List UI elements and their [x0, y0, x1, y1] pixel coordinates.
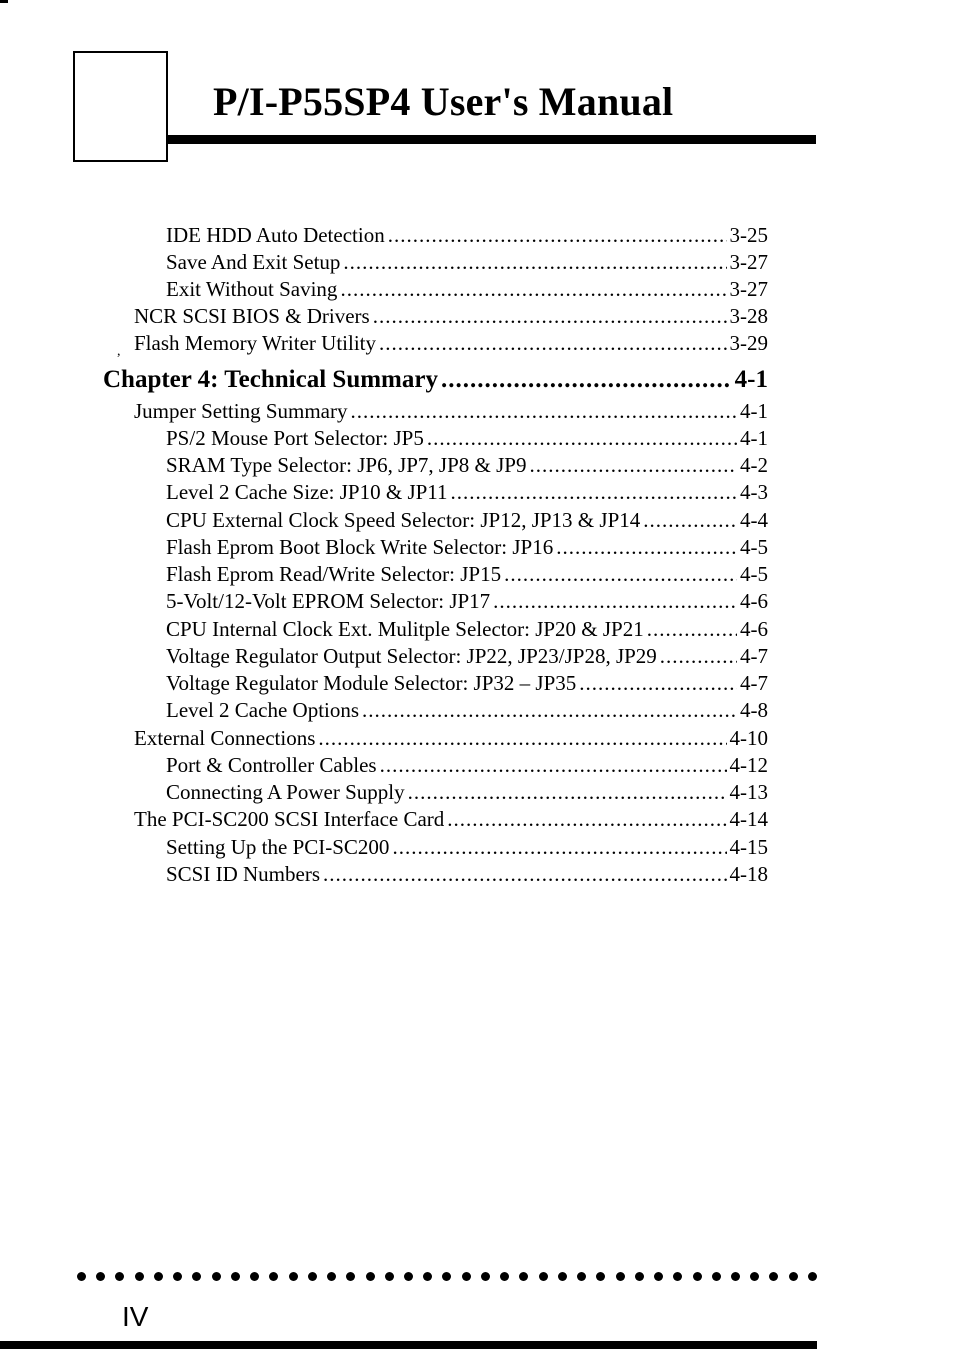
rule-dot: [154, 1272, 163, 1281]
rule-dot: [423, 1272, 432, 1281]
toc-entry-page: 3-29: [729, 331, 768, 355]
rule-dot: [308, 1272, 317, 1281]
rule-dot: [789, 1272, 798, 1281]
toc-leader-dots: [647, 616, 737, 643]
toc-entry: [166, 588, 768, 615]
rule-dot: [462, 1272, 471, 1281]
toc-entry: [166, 479, 768, 506]
rule-dot: [115, 1272, 124, 1281]
rule-dot: [77, 1272, 86, 1281]
toc-entry-page: 4-2: [740, 453, 768, 477]
rule-dot: [693, 1272, 702, 1281]
toc-entry: [166, 452, 768, 479]
toc-leader-dots: [441, 364, 732, 396]
toc-entry-label: The PCI-SC200 SCSI Interface Card: [134, 807, 445, 831]
toc-chapter-heading: [103, 364, 768, 396]
rule-dot: [346, 1272, 355, 1281]
toc-entry-page: 3-27: [729, 250, 768, 274]
toc-entry: [134, 725, 768, 752]
toc-entry-page: 4-1: [740, 399, 768, 423]
toc-entry: [166, 249, 768, 276]
toc-leader-dots: [373, 303, 727, 330]
toc-leader-dots: [392, 834, 726, 861]
toc-entry-page: 4-18: [729, 862, 768, 886]
rule-dot: [269, 1272, 278, 1281]
toc-entry-label: SRAM Type Selector: JP6, JP7, JP8 & JP9: [166, 453, 527, 477]
toc-leader-dots: [529, 452, 737, 479]
toc-entry-label: NCR SCSI BIOS & Drivers: [134, 304, 370, 328]
bottom-rule: [0, 1341, 817, 1349]
toc-entry: [134, 330, 768, 357]
toc-entry: [166, 561, 768, 588]
rule-dot: [385, 1272, 394, 1281]
toc-entry: [166, 425, 768, 452]
toc-entry: [166, 834, 768, 861]
toc-leader-dots: [427, 425, 737, 452]
toc-entry: [134, 398, 768, 425]
toc-entry-label: IDE HDD Auto Detection: [166, 223, 385, 247]
rule-dot: [192, 1272, 201, 1281]
toc-entry-page: 4-7: [740, 671, 768, 695]
toc-entry-page: 4-3: [740, 480, 768, 504]
toc-entry-label: 5-Volt/12-Volt EPROM Selector: JP17: [166, 589, 491, 613]
rule-dot: [635, 1272, 644, 1281]
rule-dot: [519, 1272, 528, 1281]
toc-entry-page: 4-14: [729, 807, 768, 831]
toc-leader-dots: [340, 276, 726, 303]
rule-dot: [231, 1272, 240, 1281]
toc-leader-dots: [343, 249, 726, 276]
rule-dot: [404, 1272, 413, 1281]
toc-entry-page: 4-6: [740, 589, 768, 613]
toc-entry: [166, 507, 768, 534]
toc-entry-label: Exit Without Saving: [166, 277, 338, 301]
toc-entry: [134, 806, 768, 833]
toc-entry-label: Voltage Regulator Module Selector: JP32 – JP35: [166, 671, 577, 695]
toc-entry: [166, 697, 768, 724]
toc-entry-label: Level 2 Cache Size: JP10 & JP11: [166, 480, 448, 504]
toc-leader-dots: [351, 398, 738, 425]
toc-entry-label: Jumper Setting Summary: [134, 399, 348, 423]
rule-dot: [289, 1272, 298, 1281]
toc-leader-dots: [447, 806, 726, 833]
toc-entry-page: 4-5: [740, 562, 768, 586]
stray-mark: ,: [117, 344, 121, 359]
toc-entry-label: Level 2 Cache Options: [166, 698, 360, 722]
toc-entry: [134, 303, 768, 330]
rule-dot: [673, 1272, 682, 1281]
toc-entry-label: CPU External Clock Speed Selector: JP12, JP13 & JP14: [166, 508, 641, 532]
dotted-rule: [77, 1272, 817, 1281]
rule-dot: [616, 1272, 625, 1281]
toc-entry-page: 4-8: [740, 698, 768, 722]
toc-leader-dots: [504, 561, 737, 588]
toc-entry-page: 3-27: [729, 277, 768, 301]
toc-entry-label: Flash Eprom Boot Block Write Selector: JP16: [166, 535, 554, 559]
toc-entry-label: CPU Internal Clock Ext. Mulitple Selector: JP20 & JP21: [166, 617, 644, 641]
rule-dot: [731, 1272, 740, 1281]
toc-entry-label: Port & Controller Cables: [166, 753, 377, 777]
toc-leader-dots: [362, 697, 737, 724]
rule-dot: [808, 1272, 817, 1281]
toc-leader-dots: [318, 725, 726, 752]
toc-entry: [166, 643, 768, 670]
toc-entry-page: 4-5: [740, 535, 768, 559]
toc-entry: [166, 861, 768, 888]
toc-entry-label: Chapter 4: Technical Summary: [103, 366, 438, 393]
toc-entry-label: Save And Exit Setup: [166, 250, 341, 274]
toc-entry-page: 4-6: [740, 617, 768, 641]
header-box: [73, 51, 168, 162]
rule-dot: [327, 1272, 336, 1281]
toc-entry-label: SCSI ID Numbers: [166, 862, 321, 886]
toc-leader-dots: [379, 330, 727, 357]
toc-leader-dots: [408, 779, 727, 806]
toc-entry: [166, 276, 768, 303]
toc-leader-dots: [451, 479, 737, 506]
rule-dot: [481, 1272, 490, 1281]
toc-entry: [166, 616, 768, 643]
toc-entry-page: 4-15: [729, 835, 768, 859]
corner-mark: [0, 0, 8, 3]
toc-entry-label: Voltage Regulator Output Selector: JP22, JP23/JP28, JP29: [166, 644, 657, 668]
page-title: P/I-P55SP4 User's Manual: [213, 79, 674, 124]
toc-entry: [166, 752, 768, 779]
toc-entry-page: 3-28: [729, 304, 768, 328]
toc-entry-label: External Connections: [134, 726, 316, 750]
toc-entry-page: 4-13: [729, 780, 768, 804]
toc-entry-page: 4-10: [729, 726, 768, 750]
rule-dot: [442, 1272, 451, 1281]
toc-leader-dots: [388, 222, 727, 249]
toc-entry-label: Flash Memory Writer Utility: [134, 331, 376, 355]
toc-entry-label: Connecting A Power Supply: [166, 780, 405, 804]
toc-leader-dots: [493, 588, 737, 615]
toc-entry-label: Setting Up the PCI-SC200: [166, 835, 390, 859]
rule-dot: [596, 1272, 605, 1281]
rule-dot: [539, 1272, 548, 1281]
toc-entry: [166, 534, 768, 561]
toc-leader-dots: [380, 752, 727, 779]
toc-entry-page: 4-4: [740, 508, 768, 532]
toc-entry: [166, 670, 768, 697]
rule-dot: [250, 1272, 259, 1281]
toc-entry-label: PS/2 Mouse Port Selector: JP5: [166, 426, 424, 450]
toc-entry-page: 4-7: [740, 644, 768, 668]
toc-leader-dots: [643, 507, 737, 534]
rule-dot: [577, 1272, 586, 1281]
toc-entry: [166, 222, 768, 249]
rule-dot: [558, 1272, 567, 1281]
toc-entry-page: 4-12: [729, 753, 768, 777]
rule-dot: [769, 1272, 778, 1281]
rule-dot: [750, 1272, 759, 1281]
toc-entry-page: 4-1: [740, 426, 768, 450]
rule-dot: [654, 1272, 663, 1281]
toc-entry-page: 4-1: [734, 366, 768, 393]
toc-entry-label: Flash Eprom Read/Write Selector: JP15: [166, 562, 502, 586]
rule-dot: [135, 1272, 144, 1281]
rule-dot: [366, 1272, 375, 1281]
rule-dot: [500, 1272, 509, 1281]
rule-dot: [212, 1272, 221, 1281]
toc-leader-dots: [556, 534, 737, 561]
header-rule: [166, 135, 816, 144]
rule-dot: [173, 1272, 182, 1281]
rule-dot: [96, 1272, 105, 1281]
toc-entry: [166, 779, 768, 806]
page-number: IV: [122, 1301, 149, 1332]
toc-entry-page: 3-25: [729, 223, 768, 247]
toc-leader-dots: [579, 670, 737, 697]
toc-leader-dots: [323, 861, 726, 888]
toc-leader-dots: [660, 643, 737, 670]
rule-dot: [712, 1272, 721, 1281]
